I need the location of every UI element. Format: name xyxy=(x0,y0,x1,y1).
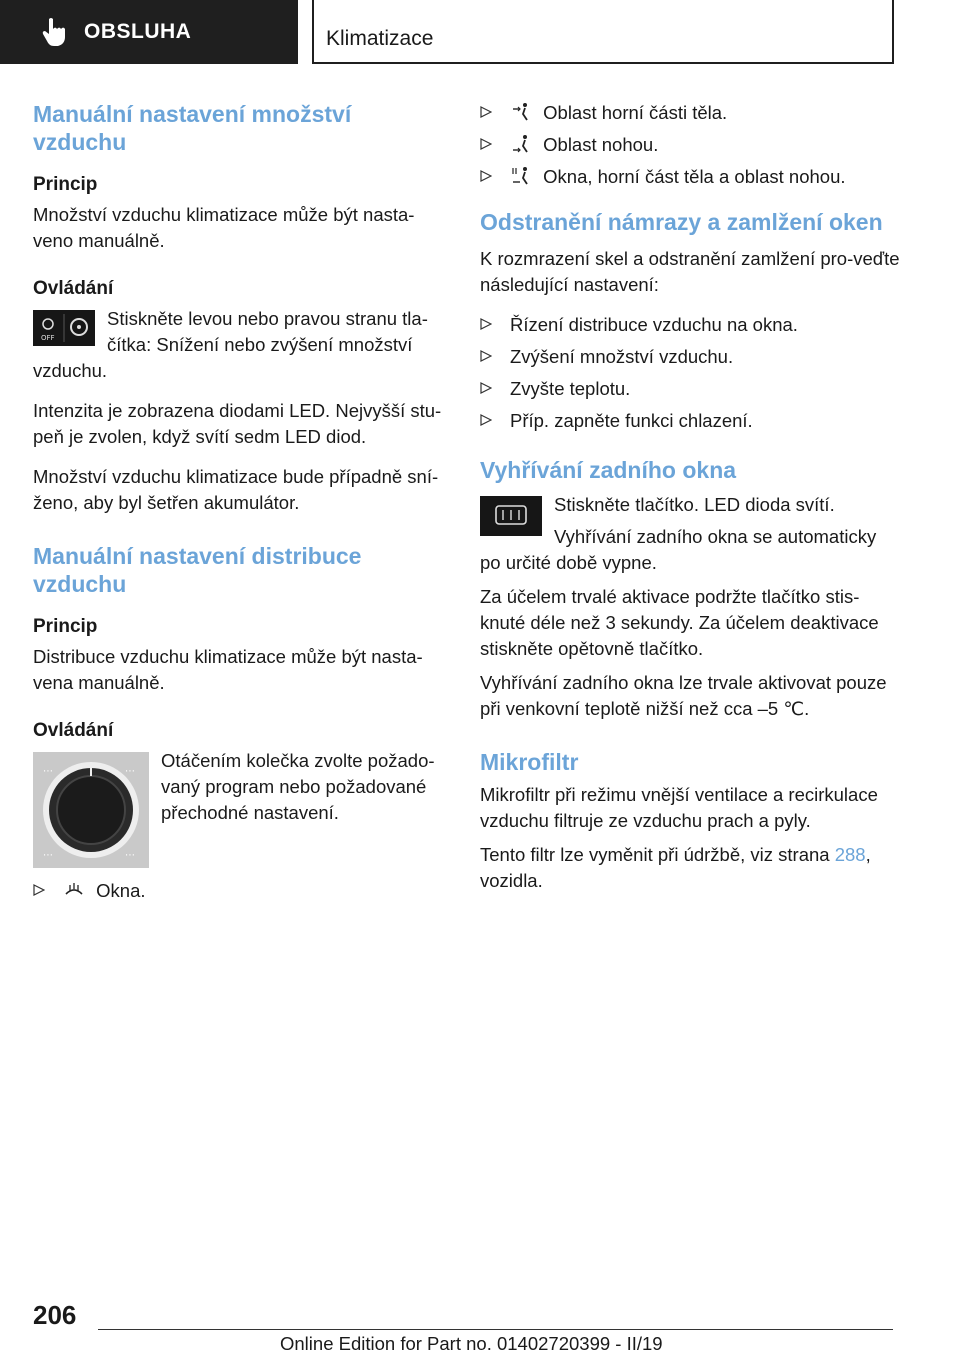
knob-block xyxy=(33,748,445,878)
defrost-bullet-list xyxy=(480,312,900,434)
paragraph: Stiskněte levou nebo pravou stranu tla-čítka: Snížení nebo zvýšení množství vzduchu. xyxy=(33,308,428,381)
rear-window-heating-button-image xyxy=(480,496,542,536)
triangle-bullet-icon xyxy=(480,382,492,394)
triangle-bullet-icon xyxy=(480,106,492,118)
triangle-bullet-icon xyxy=(480,318,492,330)
right-column xyxy=(480,100,900,908)
list-item: Příp. zapněte funkci chlazení. xyxy=(480,408,900,434)
list-item: Zvyšte teplotu. xyxy=(480,376,900,402)
svg-text:⋯: ⋯ xyxy=(43,850,53,861)
paragraph: Otáčením kolečka zvolte požado-vaný program nebo požadované přechodné nastavení. xyxy=(161,750,435,823)
heading-air-distribution: Manuální nastavení distribuce vzduchu xyxy=(33,543,362,597)
bullet-list xyxy=(33,878,445,904)
list-item: Okna. xyxy=(33,878,445,904)
edition-label: Online Edition for Part no. 01402720399 - II/19 xyxy=(280,1333,663,1354)
distribution-knob-image xyxy=(33,752,149,868)
paragraph: Množství vzduchu klimatizace může být nasta-veno manuálně. xyxy=(33,204,415,251)
paragraph: Intenzita je zobrazena diodami LED. Nejvyšší stu-peň je zvolen, když svítí sedm LED diod. xyxy=(33,400,442,447)
subheading-principle: Princip xyxy=(33,616,98,637)
triangle-bullet-icon xyxy=(480,138,492,150)
list-item: Zvýšení množství vzduchu. xyxy=(480,344,900,370)
upper-body-airflow-icon xyxy=(510,102,532,122)
page-link[interactable]: 288 xyxy=(834,844,866,865)
page-number: 206 xyxy=(33,1300,77,1330)
rear-heat-block xyxy=(480,492,900,584)
paragraph: Vyhřívání zadního okna se automaticky po určité době vypne. xyxy=(480,526,877,573)
subheading-control: Ovládání xyxy=(33,720,114,741)
chapter-tab[interactable] xyxy=(312,0,894,64)
heading-microfilter: Mikrofiltr xyxy=(480,749,579,775)
triangle-bullet-icon xyxy=(480,414,492,426)
subheading-principle: Princip xyxy=(33,174,98,195)
left-column xyxy=(33,100,445,918)
paragraph: Množství vzduchu klimatizace bude případně sní-ženo, aby byl šetřen akumulátor. xyxy=(33,466,439,513)
svg-text:⋯: ⋯ xyxy=(43,766,53,777)
svg-text:⋯: ⋯ xyxy=(125,766,135,777)
chapter-label: Klimatizace xyxy=(326,27,434,50)
hand-pointer-icon xyxy=(40,17,66,47)
subheading-control: Ovládání xyxy=(33,278,114,299)
paragraph-with-link: Tento filtr lze vyměnit při údržbě, viz strana 288, vozidla. xyxy=(480,844,871,891)
triangle-bullet-icon xyxy=(480,170,492,182)
list-item: Okna, horní část těla a oblast nohou. xyxy=(480,164,900,190)
control-block xyxy=(33,306,445,398)
list-item: Řízení distribuce vzduchu na okna. xyxy=(480,312,900,338)
triangle-bullet-icon xyxy=(480,350,492,362)
paragraph: Distribuce vzduchu klimatizace může být nasta-vena manuálně. xyxy=(33,646,423,693)
section-label: OBSLUHA xyxy=(84,20,192,43)
paragraph: Vyhřívání zadního okna lze trvale aktivovat pouze při venkovní teplotě nižší než cca –5 ℃. xyxy=(480,672,887,719)
paragraph: Mikrofiltr při režimu vnější ventilace a recirkulace vzduchu filtruje ze vzduchu prach a pyly. xyxy=(480,784,878,831)
footwell-airflow-icon xyxy=(510,134,532,154)
fan-button-image xyxy=(33,310,95,346)
windshield-defrost-icon xyxy=(63,880,85,900)
heading-air-amount: Manuální nastavení množství vzduchu xyxy=(33,101,352,155)
paragraph: K rozmrazení skel a odstranění zamlžení pro-veďte následující nastavení: xyxy=(480,248,900,295)
heading-rear-window-heating: Vyhřívání zadního okna xyxy=(480,457,737,483)
page-header xyxy=(0,0,960,66)
triangle-bullet-icon xyxy=(33,884,45,896)
section-tab[interactable] xyxy=(0,0,298,64)
list-item: Oblast horní části těla. xyxy=(480,100,900,126)
svg-text:OFF: OFF xyxy=(41,334,55,342)
windows-body-footwell-airflow-icon xyxy=(510,166,532,186)
svg-text:⋯: ⋯ xyxy=(125,850,135,861)
heading-defrost: Odstranění námrazy a zamlžení oken xyxy=(480,209,883,235)
paragraph: Stiskněte tlačítko. LED dioda svítí. xyxy=(554,494,835,515)
distribution-bullet-list xyxy=(480,100,900,190)
paragraph: Za účelem trvalé aktivace podržte tlačítko stis-knuté déle než 3 sekundy. Za účelem deaktivace stiskněte opětovně tlačítko. xyxy=(480,586,879,659)
list-item: Oblast nohou. xyxy=(480,132,900,158)
footer-divider xyxy=(98,1329,893,1330)
